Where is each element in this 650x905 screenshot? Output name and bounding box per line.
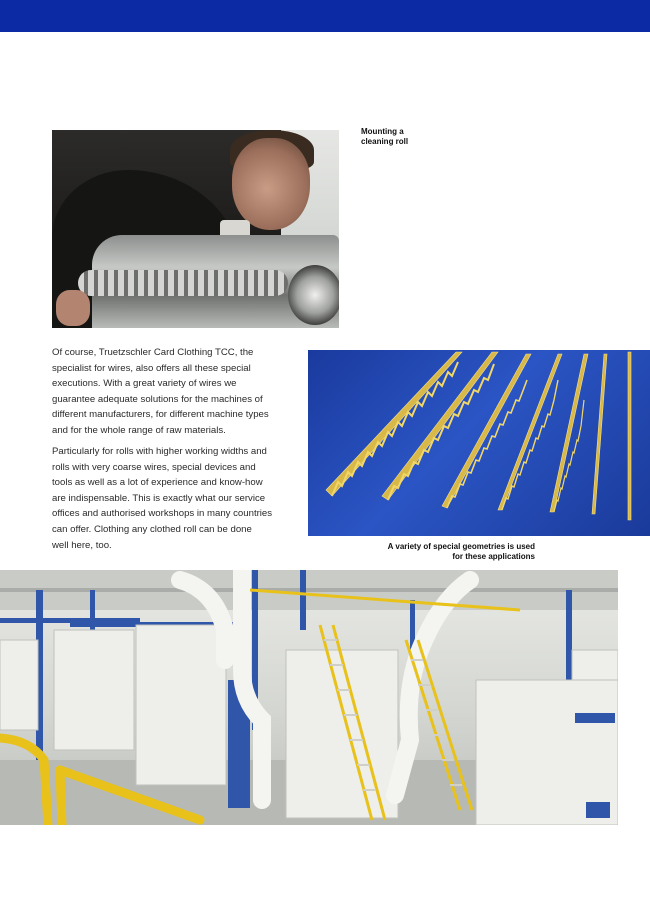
wire-strip: [628, 352, 631, 520]
caption-line: for these applications: [452, 552, 535, 561]
wire-teeth: [502, 380, 558, 510]
text-line: can offer. Clothing any clothed roll can be done: [52, 523, 252, 535]
wire-strip: [550, 354, 588, 512]
machine-display: [586, 802, 610, 818]
mechanic-photo: [52, 130, 339, 328]
text-line: rolls with very coarse wires, special devices and: [52, 461, 256, 473]
wire-strip: [592, 354, 607, 514]
photo-machine-wheel: [288, 265, 339, 325]
text-line: well here, too.: [52, 539, 112, 551]
text-line: offices and authorised workshops in many countries: [52, 508, 273, 520]
caption-line: Mounting a: [361, 127, 404, 136]
text-line: Particularly for rolls with higher working widths and: [52, 446, 267, 457]
body-paragraph-2: [52, 444, 274, 553]
factory-photo: [0, 570, 618, 825]
text-line: tools as well as a lot of experience and know-how: [52, 477, 263, 489]
caption-line: A variety of special geometries is used: [387, 542, 535, 551]
body-paragraph-1: [52, 345, 274, 439]
text-line: executions. With a great variety of wires we: [52, 378, 237, 390]
caption-mounting: [361, 127, 431, 147]
header-color-band: [0, 0, 650, 32]
text-line: Of course, Truetzschler Card Clothing TCC, the: [52, 347, 254, 358]
photo-worker-hand: [56, 290, 90, 326]
machine-badge: [575, 713, 615, 723]
text-line: specialist for wires, also offers all these special: [52, 362, 251, 374]
caption-line: cleaning roll: [361, 137, 409, 146]
text-line: guarantee adequate solutions for the machines of: [52, 393, 263, 405]
wire-strip: [498, 354, 562, 510]
text-line: different manufacturers, for different machine types: [52, 409, 269, 421]
wires-photo: [308, 350, 650, 536]
wires-illustration: [308, 350, 650, 536]
photo-worker-head: [232, 138, 310, 230]
text-line: and for the whole range of raw materials.: [52, 424, 226, 436]
wire-strip: [442, 354, 531, 508]
caption-geometries: [335, 542, 535, 562]
wire-teeth: [554, 400, 584, 512]
photo-cleaning-roll: [78, 270, 288, 296]
text-line: are indispensable. This is exactly what our service: [52, 492, 266, 504]
factory-illustration: [0, 570, 618, 825]
